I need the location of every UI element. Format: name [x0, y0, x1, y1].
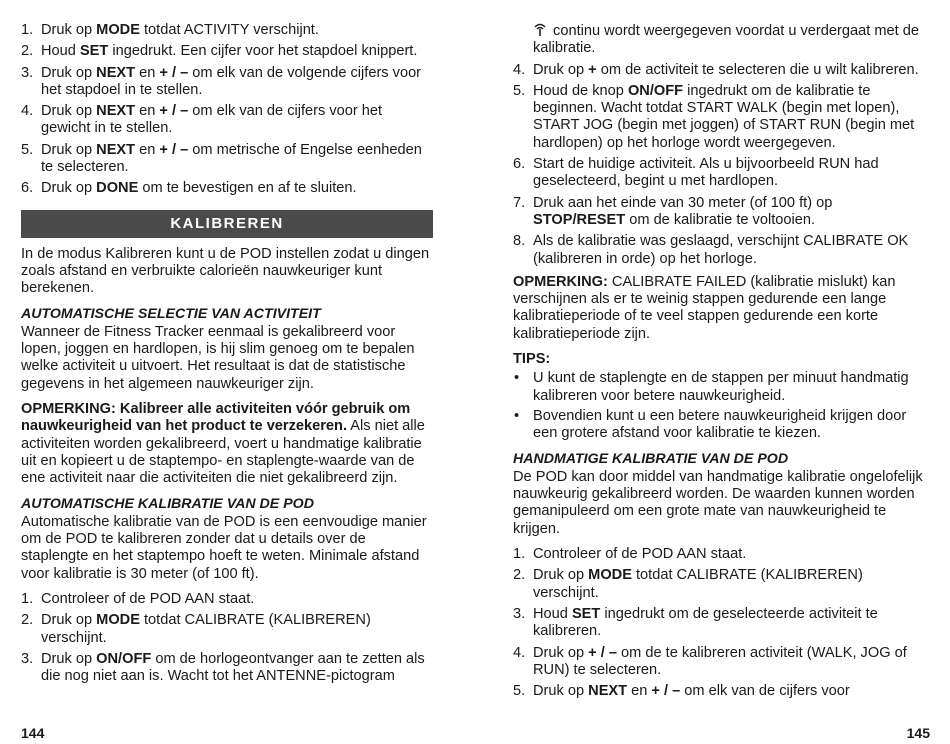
list-item [21, 22, 433, 39]
step-text-part: Druk op [41, 64, 97, 81]
step-number: 2. [21, 43, 34, 60]
step-number: 3. [21, 650, 34, 667]
tip-text: Bovendien kunt u een betere nauwkeurigheid krijgen door een grotere afstand voor kalibratie te kiezen. [533, 407, 907, 442]
step-text [41, 22, 319, 38]
step-text-part: totdat CALIBRATE (KALIBREREN) verschijnt. [533, 567, 863, 601]
step-text-part: en [627, 683, 652, 700]
list-item [21, 612, 433, 647]
step-text-part: om te bevestigen en af te sluiten. [138, 180, 357, 197]
step-number: 6. [21, 180, 34, 197]
step-key-label: NEXT [588, 683, 628, 700]
step-text-part: totdat CALIBRATE (KALIBREREN) verschijnt. [41, 612, 371, 646]
step-text [41, 612, 371, 645]
left-page [21, 0, 433, 690]
heading-auto-cal: AUTOMATISCHE KALIBRATIE VAN DE POD [21, 495, 314, 512]
step-text [533, 606, 878, 639]
list-item [21, 180, 433, 197]
step-text-part: Druk op [533, 644, 589, 661]
step-number: 2. [21, 612, 34, 629]
step-key-label: ON/OFF [627, 82, 684, 99]
step-text-part: en [135, 141, 160, 158]
step-text [41, 103, 382, 136]
step-text-part: Druk op [533, 683, 589, 700]
list-item [21, 651, 433, 686]
intro-paragraph: In de modus Kalibreren kunt u de POD instellen zodat u dingen zoals afstand en verbruikte calorieën nauwkeuriger kunt berekenen. [21, 245, 430, 297]
step-text [41, 180, 357, 196]
list-item [21, 65, 433, 100]
step-key-label: + / – [651, 683, 681, 700]
step-key-label: ON/OFF [96, 650, 152, 667]
step-key-label: NEXT [96, 103, 136, 120]
step-text-part: Druk aan het einde van 30 meter (of 100 ft) op [533, 194, 833, 211]
list-item [21, 43, 433, 60]
tips-heading: TIPS: [513, 351, 551, 368]
antenna-icon [533, 22, 547, 36]
continuation-text: continu wordt weergegeven voordat u verdergaat met de kalibratie. [533, 23, 919, 57]
step-text-part: Druk op [41, 22, 97, 38]
step-key-label: NEXT [96, 141, 136, 158]
step-text-part: om de activiteit te selecteren die u wilt kalibreren. [596, 61, 919, 78]
step-key-label: + / – [159, 141, 189, 158]
step-text [533, 645, 907, 678]
step-key-label: + / – [159, 103, 189, 120]
step-number: 7. [513, 194, 526, 211]
step-key-label: SET [571, 605, 601, 622]
step-number: 4. [513, 61, 526, 78]
step-key-label: DONE [96, 180, 139, 197]
note-label: OPMERKING: [21, 401, 116, 418]
step-key-label: + [588, 61, 597, 78]
list-item [513, 22, 925, 58]
section-banner: KALIBREREN [21, 210, 433, 238]
step-number: 5. [513, 82, 526, 99]
step-key-label: MODE [588, 567, 632, 584]
step-text-part: Controleer of de POD AAN staat. [533, 546, 747, 563]
step-text-part: Druk op [41, 103, 97, 120]
step-text-part: om elk van de volgende cijfers voor het stapdoel in te stellen. [41, 64, 422, 98]
step-text-part: ingedrukt. Een cijfer voor het stapdoel knippert. [108, 43, 418, 60]
step-text [533, 83, 914, 151]
list-item [513, 567, 925, 602]
step-text [533, 195, 832, 228]
step-text-part: om elk van de cijfers voor het gewicht in te stellen. [41, 103, 383, 137]
list-item: • U kunt de staplengte en de stappen per minuut handmatig kalibreren voor betere nauwkeurigheid. [514, 370, 909, 404]
step-text [533, 683, 850, 699]
step-text-part: totdat ACTIVITY verschijnt. [139, 22, 319, 38]
page-number-right: 145 [906, 725, 930, 741]
paragraph-auto-select: Wanneer de Fitness Tracker eenmaal is gekalibreerd voor lopen, joggen en hardlopen, is hij slim genoeg om te bepalen welke activiteit u uitvoert. Het resultaat is dat de statistische gegevens in het algemeen nauwkeuriger zijn. [21, 323, 415, 392]
step-text-part: Controleer of de POD AAN staat. [41, 591, 255, 608]
list-item [513, 606, 925, 641]
note-text: CALIBRATE FAILED (kalibratie mislukt) kan verschijnen als er te weinig stappen gedurende een lange kalibratieperiode of te veel stappen gedurende een korte kalibratieperiode zijn. [513, 273, 896, 342]
note-label: OPMERKING: [513, 273, 608, 290]
step-text-part: om de kalibratie te voltooien. [625, 211, 816, 228]
step-key-label: + / – [159, 64, 189, 81]
step-text-part: om de horlogeontvanger aan te zetten als die nog niet aan is. Wacht tot het ANTENNE-pictogram [41, 650, 425, 685]
step-text-part: Houd de knop [533, 82, 628, 99]
step-text-part: Druk op [533, 61, 589, 78]
step-text-part: om de te kalibreren activiteit (WALK, JOG of RUN) te selecteren. [533, 644, 907, 678]
step-text [533, 156, 879, 189]
step-number: 6. [513, 156, 526, 173]
step-key-label: SET [79, 43, 109, 60]
step-text-part: Druk op [41, 180, 97, 197]
step-number: 1. [513, 546, 526, 563]
tips-list [513, 370, 925, 442]
list-item [513, 546, 925, 563]
right-steps-a [513, 62, 925, 268]
list-item [513, 645, 925, 680]
note-bold-text: Kalibreer alle activiteiten vóór gebruik om nauwkeurigheid van het product te verzekeren. [21, 401, 411, 435]
paragraph-manual: De POD kan door middel van handmatige kalibratie ongelofelijk nauwkeurig gekalibreerd worden. De waarden kunnen worden gemanipuleerd om een grote mate van nauwkeurigheid te krijgen. [513, 468, 923, 537]
step-number: 8. [513, 233, 526, 250]
step-text [533, 62, 919, 78]
step-text-part: Druk op [41, 612, 97, 629]
list-item [21, 142, 433, 177]
list-item [513, 62, 925, 79]
step-key-label: NEXT [96, 64, 136, 81]
heading-manual: HANDMATIGE KALIBRATIE VAN DE POD [513, 450, 789, 467]
page-number-left: 144 [21, 725, 45, 741]
list-item [513, 83, 925, 152]
step-number: 3. [21, 64, 34, 81]
step-text-part: Houd [533, 605, 572, 622]
note-calibrate-all [21, 401, 433, 487]
step-text [41, 591, 254, 607]
left-steps-b [21, 591, 433, 685]
list-item [513, 683, 925, 700]
step-key-label: STOP/RESET [533, 211, 626, 228]
step-text-part: Als de kalibratie was geslaagd, verschijnt CALIBRATE OK (kalibreren in orde) op het horloge. [533, 233, 909, 267]
step-text-part: en [135, 103, 160, 120]
step-number: 4. [21, 103, 34, 120]
step-number: 2. [513, 567, 526, 584]
list-item [513, 195, 925, 230]
step-text-part: Druk op [41, 141, 97, 158]
step-text-part: en [135, 64, 160, 81]
tip-text: U kunt de staplengte en de stappen per minuut handmatig kalibreren voor betere nauwkeurigheid. [533, 370, 909, 404]
step-key-label: + / – [588, 644, 617, 661]
list-item [513, 156, 925, 191]
step-number: 1. [21, 22, 34, 38]
right-page [513, 0, 925, 704]
step-text [41, 65, 421, 98]
heading-auto-select: AUTOMATISCHE SELECTIE VAN ACTIVITEIT [21, 305, 321, 322]
note-calibrate-failed [513, 274, 925, 343]
list-item [21, 103, 433, 138]
step-text-part: Druk op [533, 567, 589, 584]
list-item [21, 591, 433, 608]
step-text [533, 546, 746, 562]
right-continuation [513, 22, 925, 58]
step-key-label: MODE [96, 612, 140, 629]
step-number: 5. [21, 141, 34, 158]
paragraph-auto-cal: Automatische kalibratie van de POD is een eenvoudige manier om de POD te kalibreren zonder dat u details over de staplengte en het staptempo hoeft te weten. Minimale afstand voor kalibratie is 30 meter (of 100 ft). [21, 513, 427, 582]
note-text: Als niet alle activiteiten worden gekalibreerd, voert u handmatige kalibratie uit en kopieert u de staptempo- en staplengte-waarde van de ene activiteit naar die activiteiten die niet gekalibreerd zijn. [21, 418, 425, 487]
step-text [41, 651, 425, 684]
step-text-part: ingedrukt om de kalibratie te beginnen. Wacht totdat START WALK (begin met lopen), START JOG (begin met joggen) of START RUN (begin met hardlopen) op het horloge wordt weergegeven. [533, 82, 915, 151]
step-text-part: Start de huidige activiteit. Als u bijvoorbeeld RUN had geselecteerd, begint u met hardlopen. [533, 156, 879, 190]
step-text [533, 233, 908, 266]
step-key-label: MODE [96, 22, 140, 38]
step-text-part: om elk van de cijfers voor [680, 683, 850, 700]
step-text-part: Houd [41, 43, 80, 60]
step-number: 4. [513, 644, 526, 661]
step-number: 3. [513, 605, 526, 622]
left-steps-a [21, 22, 433, 198]
list-item [513, 233, 925, 268]
step-text [41, 142, 422, 175]
step-text-part: om metrische of Engelse eenheden te selecteren. [41, 141, 422, 176]
list-item: • Bovendien kunt u een betere nauwkeurigheid krijgen door een grotere afstand voor kalibratie te kiezen. [514, 407, 907, 442]
step-text [41, 43, 417, 59]
step-text-part: ingedrukt om de geselecteerde activiteit te kalibreren. [533, 605, 878, 640]
step-number: 5. [513, 683, 526, 700]
right-steps-b [513, 546, 925, 700]
step-text-part: Druk op [41, 650, 97, 667]
step-number: 1. [21, 591, 34, 608]
step-text [533, 567, 863, 600]
